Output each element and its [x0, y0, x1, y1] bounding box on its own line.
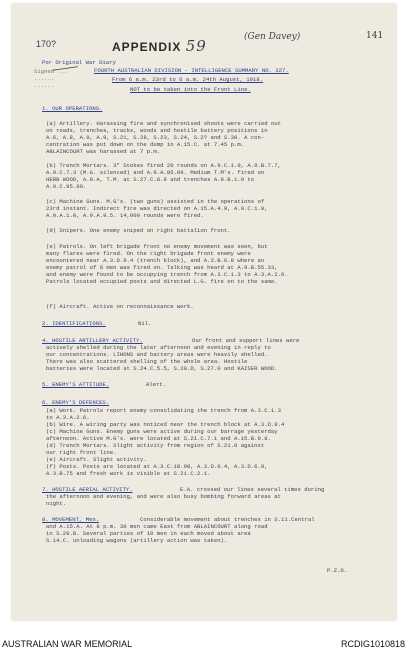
artillery-activity-line: actively shelled during the later afternoon and evening in reply to — [46, 344, 271, 351]
para-machine-guns-line: (c) Machine Guns. M.G's. (two guns) assisted in the operations of — [46, 198, 265, 205]
summary-restriction: NOT to be taken into the Front Line. — [130, 86, 251, 93]
movement-line: S.14.C. unloading wagons (artillery action was taken). — [46, 537, 228, 544]
summary-period: From 6 a.m. 23rd to 6 a.m. 24th August, 1918. — [112, 76, 264, 83]
identifications-text: Nil. — [138, 320, 152, 327]
defences-line: A.3.B.75 and fresh work is visible at S.21.C.2.1. — [46, 470, 211, 477]
section-heading-6: 6. ENEMY'S DEFENCES. — [42, 399, 110, 406]
aerial-activity-line: night. — [46, 500, 67, 507]
appendix-label: APPENDIX — [112, 40, 182, 54]
para-machine-guns-line: A.9.A.1.0, A.9.A.9.5. 14,000 rounds were fired. — [46, 212, 204, 219]
header-left-mark-3: ...... — [34, 82, 55, 89]
footer-reference: RCDIG1010818 — [340, 639, 405, 649]
para-patrols-line: (e) Patrols. On left brigade front no enemy movement was seen, but — [46, 243, 268, 250]
para-trench-mortars-line: HERB WOOD, A.9.A, T.M. at S.27.C.8.8 and trenches A.9.B.1.9 to — [46, 176, 255, 183]
artillery-activity-line: batteries were located at S.24.C.5.5, S.29.D, S.27.0 and KAISER WOOD. — [46, 365, 278, 372]
para-artillery-line: centration was put down on the dump in A.15.C. at 7.45 p.m. — [46, 141, 245, 148]
para-machine-guns-line: 23rd instant. Indirect fire was directed on A.15.A.4.9, A.9.C.1.9, — [46, 205, 268, 212]
aerial-activity-line: E.A. crossed our lines several times during — [180, 486, 325, 493]
para-patrols-line: and enemy were found to be occupying trench from A.3.C.1.3 to A.3.A.2.6. — [46, 271, 288, 278]
section-heading-8: 8. MOVEMENT, Men. — [42, 516, 100, 523]
signoff: P.Z.O. — [327, 567, 348, 574]
movement-line: in S.29.B. Several parties of 10 men in each moved about area — [46, 530, 251, 537]
para-trench-mortars-line: A.9.C.95.90. — [46, 183, 87, 190]
section-heading-7: 7. HOSTILE AERIAL ACTIVITY. — [42, 486, 133, 493]
para-patrols-line: encountered near A.3.D.9.4 (trench block), and A.3.B.6.8 where an — [46, 257, 265, 264]
footer-institution: AUSTRALIAN WAR MEMORIAL — [2, 639, 133, 649]
section-heading-4: 4. HOSTILE ARTILLERY ACTIVITY. — [42, 337, 143, 344]
defences-line: to A.3.A.2.6. — [46, 414, 90, 421]
document-page — [12, 4, 396, 620]
section-heading-1: 1. OUR OPERATIONS. — [42, 105, 103, 112]
movement-line: and A.15.A. At 8 p.m. 30 men came East from ABLAINCOURT along road — [46, 523, 268, 530]
appendix-number: 59 — [185, 37, 207, 55]
movement-line: Considerable movement about trenches in S.11.Central — [140, 516, 315, 523]
defences-line: (b) Wire. A wiring party was noticed near the trench block at A.3.D.9.4 — [46, 421, 285, 428]
para-patrols-line: enemy patrol of 8 men was fired on. Talking was heard at A.9.B.55.33, — [46, 264, 278, 271]
artillery-activity-line: There was also scattered shelling of the whole area. Hostile — [46, 358, 248, 365]
section-heading-2: 2. IDENTIFICATIONS. — [42, 320, 106, 327]
para-snipers-line: (d) Snipers. One enemy sniped on right battalion front. — [46, 227, 231, 234]
para-artillery-line: ABLAINCOURT was harassed at 7 p.m. — [46, 148, 161, 155]
defences-line: our right front line. — [46, 449, 117, 456]
para-patrols-line: many flares were fired. On the right brigade front enemy were — [46, 250, 251, 257]
para-aircraft-line: (f) Aircraft. Active on reconnaissance work. — [46, 303, 194, 310]
summary-title: FOURTH AUSTRALIAN DIVISION - INTELLIGENCE SUMMARY NO. 327. — [94, 67, 289, 74]
para-trench-mortars-line: A.9.C.7.3 (M.G. silenced) and A.9.A.05.09. Medium T.M's. fired on — [46, 169, 265, 176]
header-left-mark-2: ...... — [34, 75, 55, 82]
para-artillery-line: (a) Artillery. Harassing fire and synchronised shoots were carried out — [46, 120, 281, 127]
defences-line: afternoon. Active M.G's. were located at S.21.C.7.1 and A.15.B.9.8. — [46, 435, 271, 442]
artillery-activity-line: our concentrations. LIHONS and battery areas were heavily shelled. — [46, 351, 268, 358]
para-patrols-line: Patrols located occupied posts and directed L.G. fire on to the same. — [46, 278, 278, 285]
para-artillery-line: on roads, trenches, tracks, woods and hostile battery positions in — [46, 127, 268, 134]
para-trench-mortars-line: (b) Trench Mortars. 3" Stokes fired 20 rounds on A.9.C.1.9, A.9.B.7.7, — [46, 162, 281, 169]
page-number: 141 — [366, 31, 384, 41]
aerial-activity-line: the afternoon and evening, and were also busy bombing forward areas at — [46, 493, 281, 500]
attitude-text: Alert. — [146, 381, 167, 388]
archive-stamp: 170? — [36, 39, 57, 49]
appendix-title — [112, 37, 207, 55]
handwritten-note: (Gen Davey) — [244, 32, 301, 42]
defences-line: (d) Trench Mortars. Slight activity from region of S.21.0 against — [46, 442, 265, 449]
section-heading-5: 5. ENEMY'S ATTITUDE. — [42, 381, 110, 388]
defences-line: (c) Machine Guns. Enemy guns were active during our barrage yesterday — [46, 428, 278, 435]
defences-line: (f) Posts. Posts are located at A.3.C.18.90, A.3.D.0.4, A.3.D.6.9, — [46, 463, 268, 470]
header-line-1: Por Original War Diary — [42, 59, 116, 66]
artillery-activity-line: Our front and support lines were — [192, 337, 300, 344]
defences-line: (a) Work. Patrols report enemy consolidating the trench from A.3.C.1.3 — [46, 407, 281, 414]
para-artillery-line: A.6, A.8, A.9, A.9, S.21, S.28, S.23, S.24, S.2? and S.30. A con- — [46, 134, 265, 141]
defences-line: (e) Aircraft. Slight activity. — [46, 456, 147, 463]
header-left-mark-1: Signed ... — [34, 68, 68, 75]
